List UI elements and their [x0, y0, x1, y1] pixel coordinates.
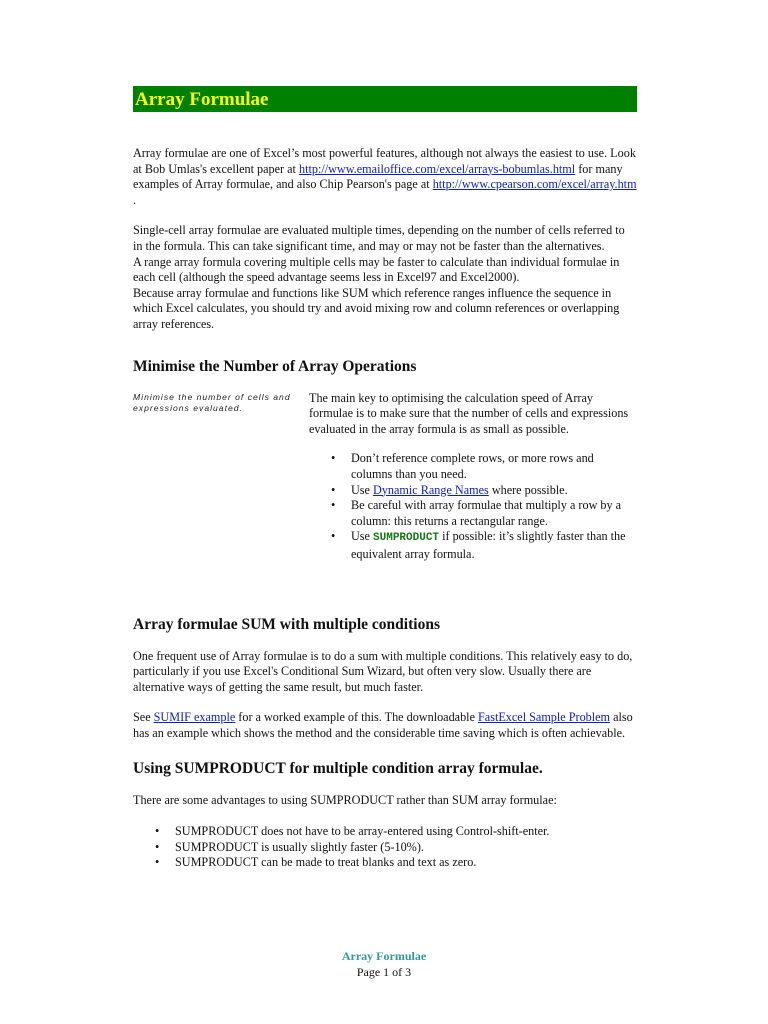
fastexcel-sample-link[interactable]: FastExcel Sample Problem: [478, 710, 611, 725]
intro-text-3: .: [133, 192, 137, 207]
minimise-main-column: [309, 391, 629, 563]
sumproduct-intro-paragraph: There are some advantages to using SUMPRODUCT rather than SUM array formulae:: [133, 792, 557, 807]
minimise-bullet-list: [309, 451, 629, 562]
document-page: [133, 86, 637, 871]
list-item-text: SUMPRODUCT is usually slightly faster (5-10%).: [175, 839, 424, 854]
cpearson-link[interactable]: http://www.cpearson.com/excel/array.htm: [432, 177, 637, 192]
paragraph-text: for a worked example of this. The downloadable: [235, 710, 479, 725]
heading-sumproduct: Using SUMPRODUCT for multiple condition array formulae.: [133, 759, 543, 777]
margin-note: Minimise the number of cells and expressions evaluated.: [133, 391, 291, 414]
single-cell-paragraph: Single-cell array formulae are evaluated multiple times, depending on the number of cells referred to in the formula. This can take significant time, and may or may not be faster than the alternatives.: [133, 223, 625, 253]
sum-conditions-paragraph: One frequent use of Array formulae is to do a sum with multiple conditions. This relatively easy to do, particularly if you use Excel's Conditional Sum Wizard, but often very slow. Usually there are alternative ways of getting the same result, but much faster.: [133, 648, 633, 694]
bob-umlas-link[interactable]: http://www.emailoffice.com/excel/arrays-bobumlas.html: [299, 161, 576, 176]
range-array-paragraph: A range array formula covering multiple cells may be faster to calculate than individual formulae in each cell (although the speed advantage seems less in Excel97 and Excel2000).: [133, 254, 620, 285]
sumif-example-link[interactable]: SUMIF example: [153, 710, 236, 725]
minimise-body: The main key to optimising the calculation speed of Array formulae is to make sure that the number of cells and expressions evaluated in the array formula is as small as possible.: [309, 390, 629, 436]
footer-title: Array Formulae: [341, 949, 427, 963]
bullet-icon: •: [331, 529, 336, 544]
list-item-text: SUMPRODUCT can be made to treat blanks and text as zero.: [175, 855, 477, 870]
list-item-text: Be careful with array formulae that multiply a row by a column: this returns a rectangular range.: [351, 498, 622, 528]
list-item-text: if possible: it’s slightly faster than the equivalent array formula.: [351, 529, 626, 561]
list-item: [331, 482, 629, 499]
sumif-example-paragraph: [133, 710, 637, 741]
bullet-icon: •: [155, 855, 160, 870]
heading-minimise: Minimise the Number of Array Operations: [133, 357, 417, 375]
page-footer: [0, 948, 768, 980]
page-title: Array Formulae: [135, 89, 269, 110]
minimise-section: [133, 391, 637, 587]
list-item: [331, 529, 629, 562]
list-item-text: SUMPRODUCT does not have to be array-entered using Control-shift-enter.: [175, 824, 550, 839]
mixing-references-paragraph: Because array formulae and functions like SUM which reference ranges influence the sequence in which Excel calculates, you should try and avoid mixing row and column references or overlapping array references.: [133, 285, 620, 331]
sumproduct-bullet-list: [133, 824, 637, 871]
footer-page-number: Page 1 of 3: [356, 965, 412, 979]
bullet-icon: •: [331, 482, 336, 497]
list-item: [155, 839, 637, 856]
bullet-icon: •: [331, 451, 336, 466]
bullet-icon: •: [155, 824, 160, 839]
intro-paragraph: [133, 146, 637, 208]
list-item: [331, 451, 629, 482]
bullet-icon: •: [155, 839, 160, 854]
heading-sum-multiple-conditions: Array formulae SUM with multiple conditions: [133, 615, 440, 633]
page-title-banner: [133, 86, 637, 112]
sumproduct-code: SUMPRODUCT: [373, 532, 440, 545]
bullet-icon: •: [331, 498, 336, 513]
intro-text-1: Array formulae are one of Excel’s most powerful features, although not always the easiest to use. Look at Bob Umlas's excellent paper at: [133, 146, 636, 176]
intro-text-2: for many examples of Array formulae, and also Chip Pearson's page at: [133, 161, 623, 192]
paragraph-text: also has an example which shows the method and the considerable time saving which is often achievable.: [133, 710, 633, 740]
list-item-text: where possible.: [488, 482, 568, 497]
list-item: [155, 824, 637, 840]
list-item-text: Use: [351, 482, 374, 497]
list-item: [155, 855, 637, 871]
dynamic-range-names-link[interactable]: Dynamic Range Names: [373, 482, 489, 497]
paragraph-text: See: [133, 710, 154, 725]
list-item-text: Don’t reference complete rows, or more rows and columns than you need.: [351, 451, 594, 481]
list-item-text: Use: [351, 529, 374, 544]
list-item: [331, 498, 629, 529]
